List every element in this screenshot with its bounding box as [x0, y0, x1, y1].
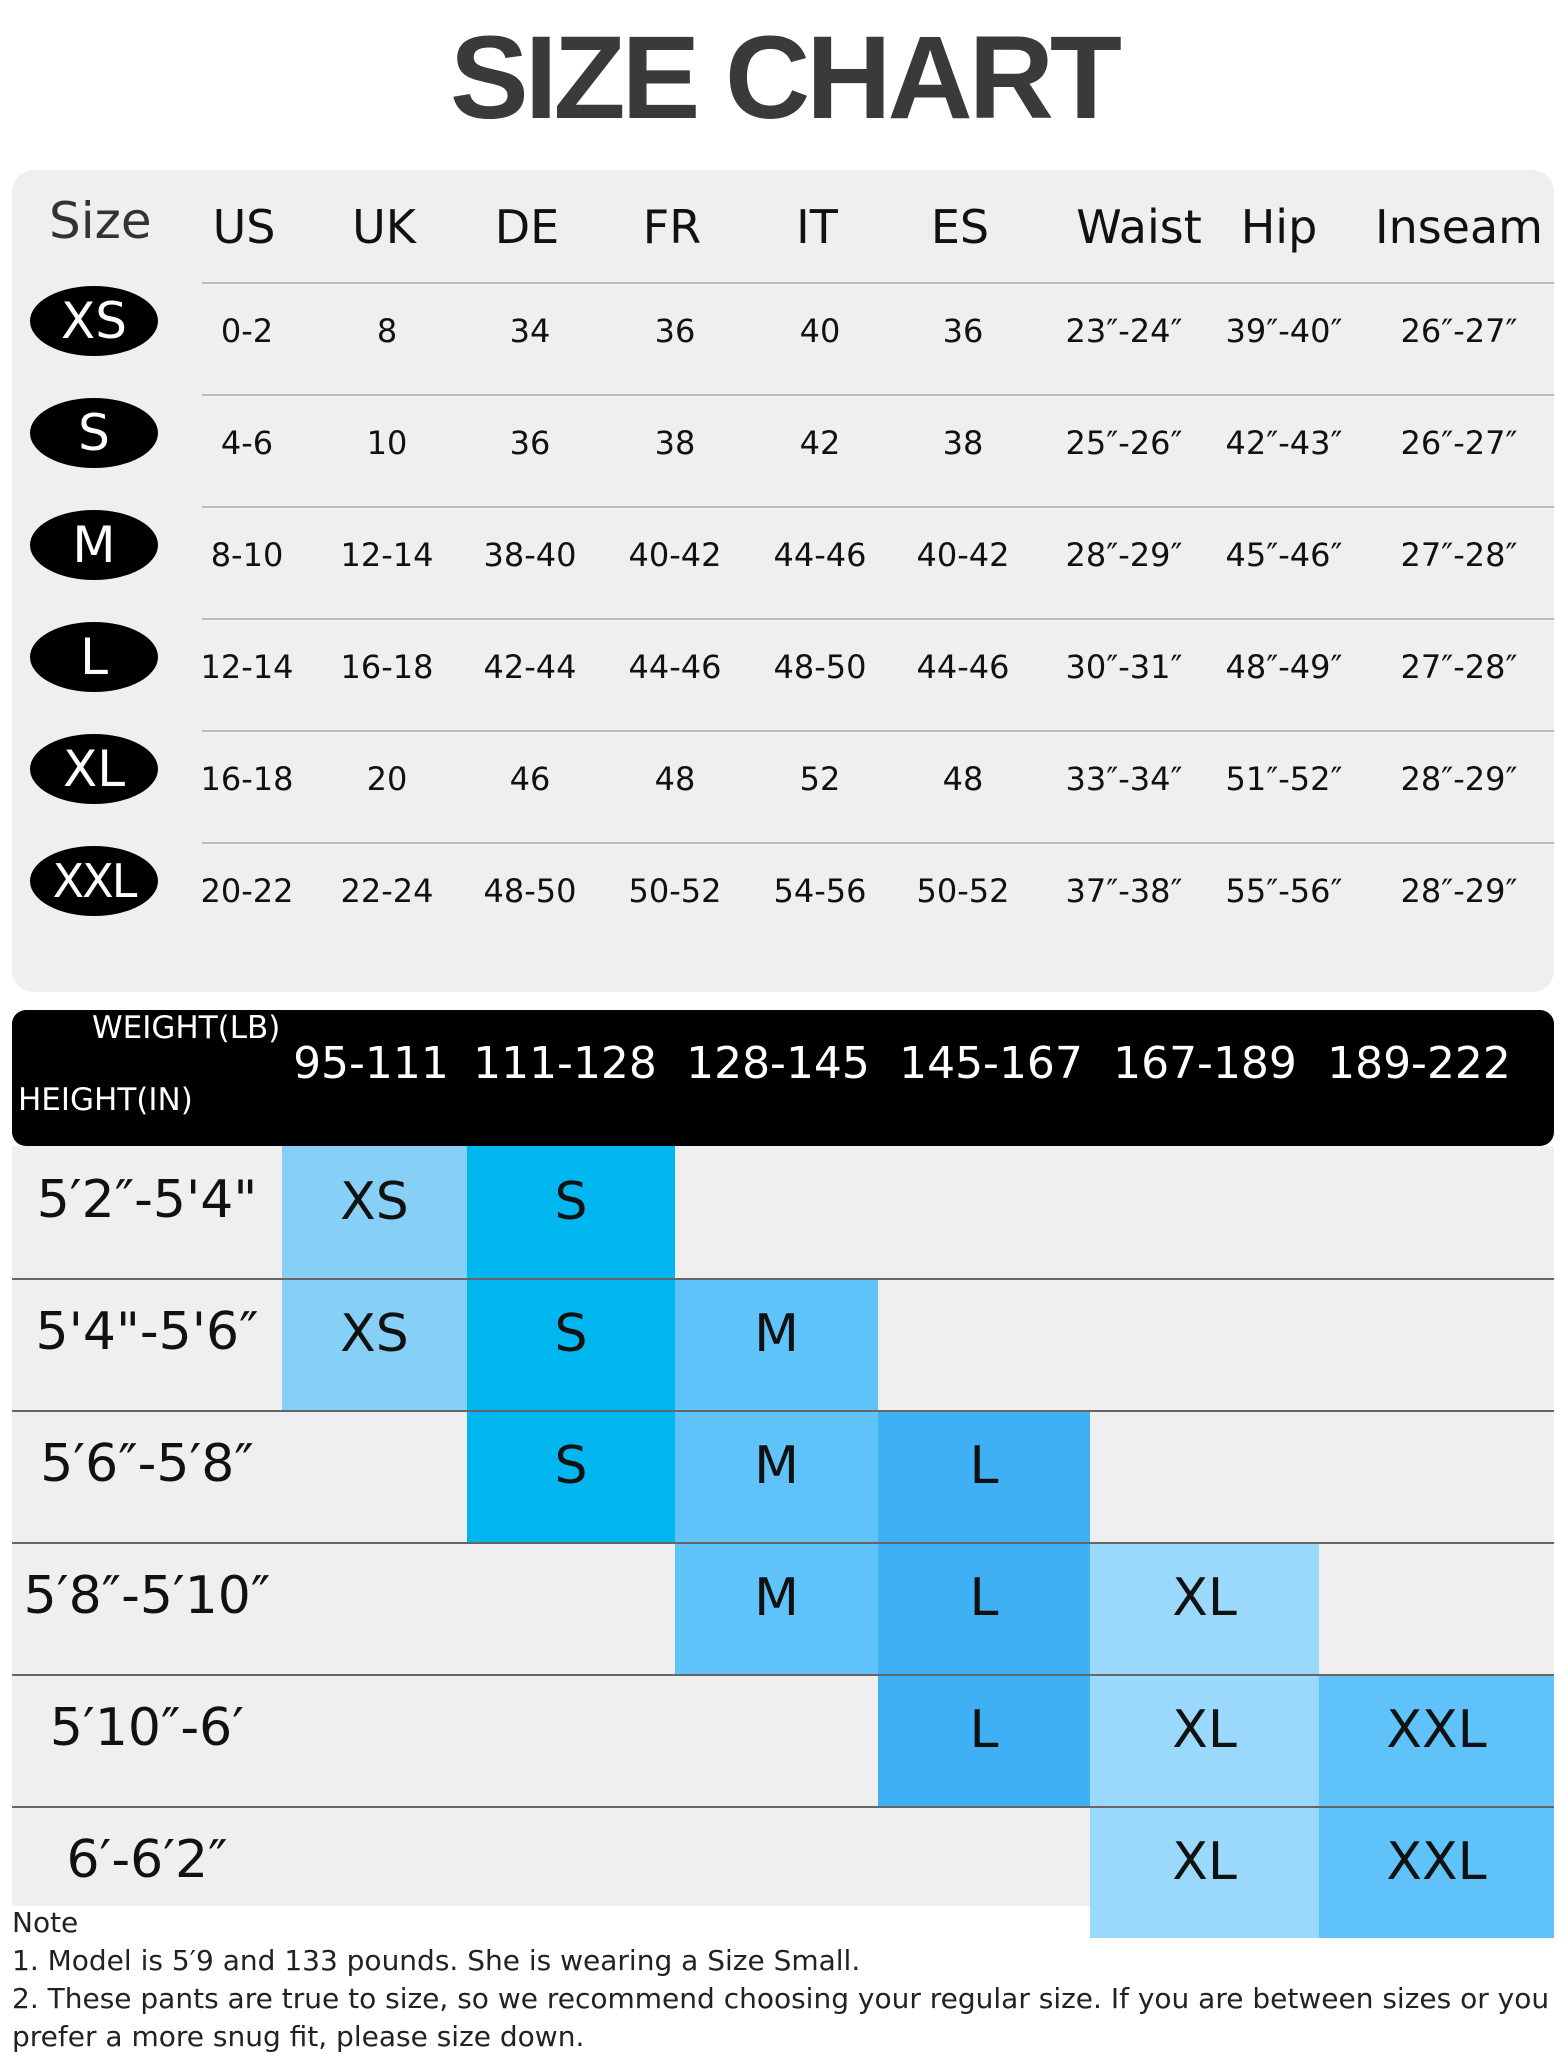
table-cell: 36	[942, 312, 984, 350]
table-cell: 25″-26″	[1065, 424, 1183, 462]
size-cell: S	[467, 1146, 675, 1278]
table-cell: 55″-56″	[1225, 872, 1343, 910]
row-divider	[202, 730, 1554, 732]
height-label: HEIGHT(IN)	[18, 1082, 193, 1118]
column-header-us: US	[212, 200, 276, 254]
table-cell: 28″-29″	[1400, 760, 1518, 798]
size-cell: L	[878, 1542, 1090, 1674]
table-cell: 50-52	[628, 872, 722, 910]
size-cell: XL	[1090, 1674, 1319, 1806]
height-row	[12, 1410, 1554, 1542]
table-cell: 48″-49″	[1225, 648, 1343, 686]
height-row	[12, 1146, 1554, 1278]
table-cell: 39″-40″	[1225, 312, 1343, 350]
table-cell: 20	[366, 760, 408, 798]
size-cell: M	[675, 1278, 878, 1410]
table-cell: 16-18	[340, 648, 434, 686]
table-cell: 40-42	[628, 536, 722, 574]
row-divider	[12, 1806, 1554, 1808]
table-cell: 10	[366, 424, 408, 462]
size-cell: XL	[1090, 1806, 1319, 1938]
size-cell: XXL	[1319, 1806, 1554, 1938]
height-row	[12, 1542, 1554, 1674]
table-cell: 27″-28″	[1400, 536, 1518, 574]
row-divider	[12, 1542, 1554, 1544]
table-cell: 20-22	[200, 872, 294, 910]
row-divider	[202, 282, 1554, 284]
table-cell: 33″-34″	[1065, 760, 1183, 798]
table-cell: 44-46	[773, 536, 867, 574]
size-cell: M	[675, 1410, 878, 1542]
column-header-uk: UK	[352, 200, 416, 254]
table-cell: 48-50	[483, 872, 577, 910]
table-cell: 52	[799, 760, 841, 798]
weight-label: WEIGHT(LB)	[92, 1010, 281, 1046]
table-cell: 42-44	[483, 648, 577, 686]
table-cell: 45″-46″	[1225, 536, 1343, 574]
table-cell: 48	[942, 760, 984, 798]
height-label-cell: 5′10″-6′	[49, 1698, 245, 1758]
row-divider	[202, 394, 1554, 396]
table-cell: 54-56	[773, 872, 867, 910]
table-cell: 37″-38″	[1065, 872, 1183, 910]
table-cell: 34	[509, 312, 551, 350]
size-cell: M	[675, 1542, 878, 1674]
weight-column-header: 189-222	[1327, 1038, 1511, 1089]
row-divider	[12, 1278, 1554, 1280]
size-cell: S	[467, 1278, 675, 1410]
size-badge: L	[30, 622, 158, 692]
table-cell: 44-46	[628, 648, 722, 686]
weight-column-header: 95-111	[293, 1038, 449, 1089]
size-cell: S	[467, 1410, 675, 1542]
height-label-cell: 6′-6′2″	[66, 1830, 228, 1890]
table-cell: 42	[799, 424, 841, 462]
size-cell: L	[878, 1410, 1090, 1542]
row-divider	[202, 842, 1554, 844]
size-badge: XL	[30, 734, 158, 804]
table-cell: 38	[942, 424, 984, 462]
weight-height-header	[12, 1010, 1554, 1146]
column-header-inseam: Inseam	[1375, 200, 1543, 254]
table-cell: 40	[799, 312, 841, 350]
page-title: SIZE CHART	[450, 12, 1118, 144]
table-cell: 8	[376, 312, 398, 350]
table-cell: 23″-24″	[1065, 312, 1183, 350]
notes-heading: Note	[12, 1906, 79, 1939]
table-cell: 48-50	[773, 648, 867, 686]
size-badge: XXL	[30, 846, 158, 916]
height-label-cell: 5′6″-5′8″	[40, 1434, 254, 1494]
size-cell: XS	[282, 1146, 467, 1278]
table-cell: 48	[654, 760, 696, 798]
table-cell: 26″-27″	[1400, 312, 1518, 350]
table-cell: 50-52	[916, 872, 1010, 910]
height-label-cell: 5′2″-5'4"	[36, 1170, 258, 1230]
height-label-cell: 5'4"-5'6″	[35, 1302, 259, 1362]
table-cell: 28″-29″	[1400, 872, 1518, 910]
size-column-header: Size	[49, 192, 152, 250]
table-cell: 4-6	[220, 424, 274, 462]
table-cell: 12-14	[340, 536, 434, 574]
column-header-waist: Waist	[1076, 200, 1202, 254]
column-header-it: IT	[796, 200, 838, 254]
table-cell: 51″-52″	[1225, 760, 1343, 798]
column-header-es: ES	[930, 200, 990, 254]
note-line: 2. These pants are true to size, so we recommend choosing your regular size. If you are between sizes or you prefer a more snug fit, please size down.	[12, 1982, 1550, 2053]
height-row	[12, 1674, 1554, 1806]
size-cell: XL	[1090, 1542, 1319, 1674]
size-cell: XXL	[1319, 1674, 1554, 1806]
note-line: 1. Model is 5′9 and 133 pounds. She is wearing a Size Small.	[12, 1944, 861, 1977]
column-header-de: DE	[494, 200, 560, 254]
row-divider	[202, 506, 1554, 508]
size-cell: L	[878, 1674, 1090, 1806]
size-badge: M	[30, 510, 158, 580]
size-table	[12, 170, 1554, 992]
table-cell: 38-40	[483, 536, 577, 574]
table-cell: 44-46	[916, 648, 1010, 686]
table-cell: 26″-27″	[1400, 424, 1518, 462]
weight-height-chart	[12, 1146, 1554, 1906]
weight-column-header: 128-145	[686, 1038, 870, 1089]
weight-column-header: 145-167	[899, 1038, 1083, 1089]
table-cell: 46	[509, 760, 551, 798]
size-badge: S	[30, 398, 158, 468]
table-cell: 28″-29″	[1065, 536, 1183, 574]
table-cell: 0-2	[220, 312, 274, 350]
height-row	[12, 1278, 1554, 1410]
column-header-hip: Hip	[1240, 200, 1318, 254]
row-divider	[12, 1674, 1554, 1676]
table-cell: 12-14	[200, 648, 294, 686]
table-cell: 42″-43″	[1225, 424, 1343, 462]
table-cell: 27″-28″	[1400, 648, 1518, 686]
table-cell: 22-24	[340, 872, 434, 910]
column-header-fr: FR	[642, 200, 702, 254]
size-badge: XS	[30, 286, 158, 356]
table-cell: 38	[654, 424, 696, 462]
table-cell: 36	[509, 424, 551, 462]
table-cell: 30″-31″	[1065, 648, 1183, 686]
height-label-cell: 5′8″-5′10″	[23, 1566, 271, 1626]
row-divider	[202, 618, 1554, 620]
table-cell: 40-42	[916, 536, 1010, 574]
size-cell: XS	[282, 1278, 467, 1410]
weight-column-header: 167-189	[1113, 1038, 1297, 1089]
weight-column-header: 111-128	[473, 1038, 657, 1089]
row-divider	[12, 1410, 1554, 1412]
table-cell: 36	[654, 312, 696, 350]
notes	[12, 1904, 1560, 2056]
table-cell: 8-10	[210, 536, 284, 574]
table-cell: 16-18	[200, 760, 294, 798]
